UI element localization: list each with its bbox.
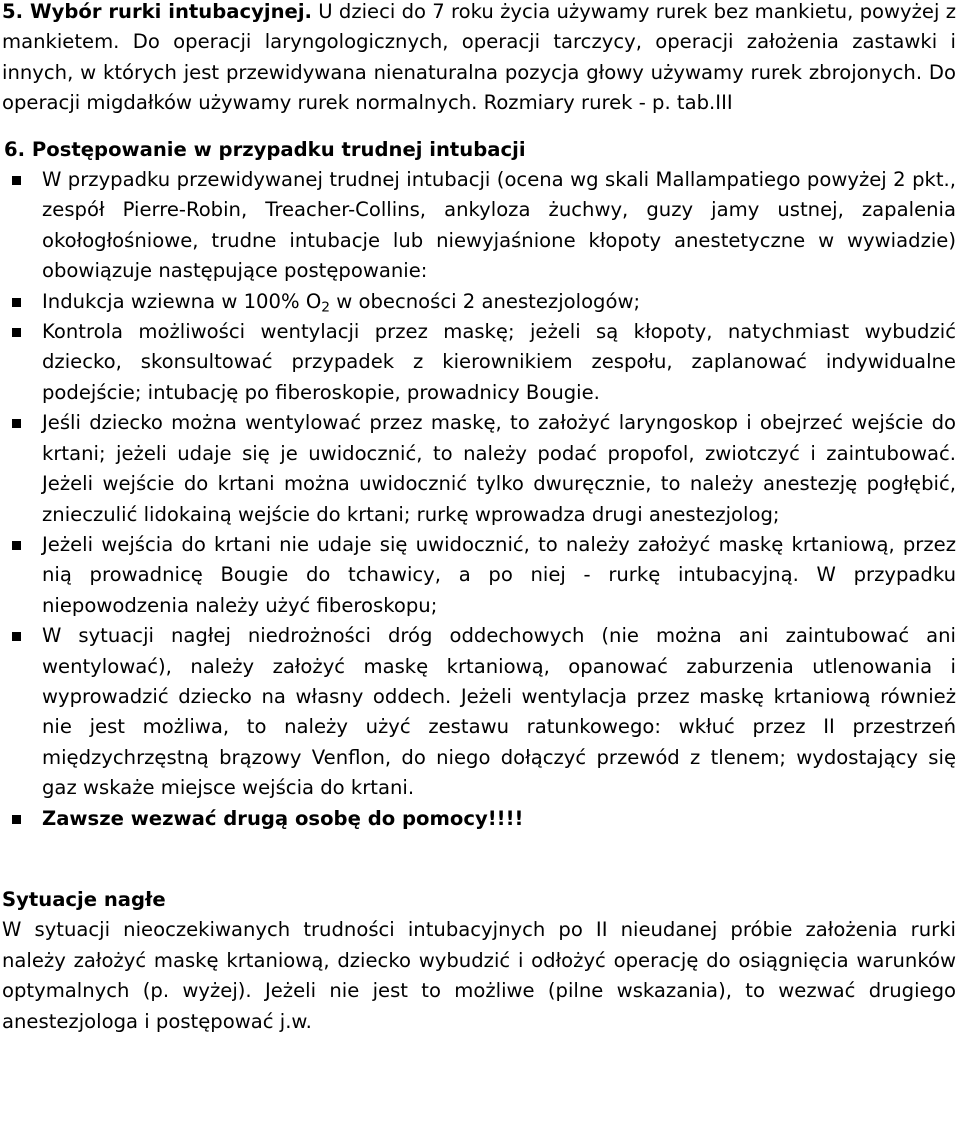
bullet-text: Jeżeli wejścia do krtani nie udaje się uwidocznić, to należy założyć maskę krtaniową, przez nią prowadnicę Bougie do tchawicy, a po niej - rurkę intubacyjną. W przypadku niepowodzenia należy użyć fiberoskopu; — [42, 532, 956, 617]
bullet-item — [0, 165, 960, 287]
section-5-paragraph — [0, 0, 960, 119]
bullet-item — [0, 408, 960, 530]
bullet-text: Jeśli dziecko można wentylować przez maskę, to założyć laryngoskop i obejrzeć wejście do krtani; jeżeli udaje się je uwidocznić, to należy podać propofol, zwiotczyć i zaintubować. Jeżeli wejście do krtani można uwidocznić tylko dwuręcznie, to należy anestezję pogłębić, znieczulić lidokainą wejście do krtani; rurkę wprowadza drugi anestezjolog; — [42, 411, 956, 526]
emergency-section — [0, 885, 960, 1037]
emergency-paragraph: W sytuacji nieoczekiwanych trudności intubacyjnych po II nieudanej próbie założenia rurki należy założyć maskę krtaniową, dziecko wybudzić i odłożyć operację do osiągnięcia warunków optymalnych (p. wyżej). Jeżeli nie jest to możliwe (pilne wskazania), to wezwać drugiego anestezjologa i postępować j.w. — [2, 918, 956, 1033]
bullet-text: Zawsze wezwać drugą osobę do pomocy!!!! — [42, 806, 524, 830]
square-bullet-icon — [12, 328, 21, 337]
bullet-text-continued: w obecności 2 anestezjologów; — [330, 289, 641, 313]
bullet-text: W sytuacji nagłej niedrożności dróg oddechowych (nie można ani zaintubować ani wentylować), należy założyć maskę krtaniową, opanować zaburzenia utlenowania i wyprowadzić dziecko na własny oddech. Jeżeli wentylacja przez maskę krtaniową również nie jest możliwa, to należy użyć zestawu ratunkowego: wkłuć przez II przestrzeń międzychrzęstną brązowy Venflon, do niego dołączyć przewód z tlenem; wydostający się gaz wskaże miejsce wejścia do krtani. — [42, 624, 956, 800]
section-6-heading: 6. Postępowanie w przypadku trudnej intubacji — [4, 137, 526, 161]
section-5-heading: 5. Wybór rurki intubacyjnej. — [2, 0, 312, 23]
bullet-item — [0, 530, 960, 621]
section-6 — [0, 135, 960, 834]
emergency-heading: Sytuacje nagłe — [2, 887, 166, 911]
bullet-item — [0, 621, 960, 803]
square-bullet-icon — [12, 632, 21, 641]
square-bullet-icon — [12, 541, 21, 550]
square-bullet-icon — [12, 176, 21, 185]
bullet-item — [0, 287, 960, 317]
oxygen-subscript: 2 — [321, 299, 330, 316]
square-bullet-icon — [12, 419, 21, 428]
bullet-text: Kontrola możliwości wentylacji przez maskę; jeżeli są kłopoty, natychmiast wybudzić dziecko, skonsultować przypadek z kierownikiem zespołu, zaplanować indywidualne podejście; intubację po fiberoskopie, prowadnicy Bougie. — [42, 320, 956, 404]
bullet-text: Indukcja wziewna w 100% O — [42, 289, 322, 313]
section-6-bullet-list — [0, 165, 960, 834]
bullet-text: W przypadku przewidywanej trudnej intubacji (ocena wg skali Mallampatiego powyżej 2 pkt., zespół Pierre-Robin, Treacher-Collins, ankyloza żuchwy, guzy jamy ustnej, zapalenia okołogłośniowe, trudne intubacje lub niewyjaśnione kłopoty anestetyczne w wywiadzie) obowiązuje następujące postępowanie: — [42, 168, 956, 283]
bullet-item-emphasis — [0, 804, 960, 834]
square-bullet-icon — [12, 815, 21, 824]
bullet-item — [0, 317, 960, 408]
section-5-text: U dzieci do 7 roku życia używamy rurek bez mankietu, powyżej z mankietem. Do operacji laryngologicznych, operacji tarczycy, operacji założenia zastawki i innych, w których jest przewidywana nienaturalna pozycja głowy używamy rurek zbrojonych. Do operacji migdałków używamy rurek normalnych. Rozmiary rurek - p. tab.III — [2, 0, 956, 115]
square-bullet-icon — [12, 298, 21, 307]
